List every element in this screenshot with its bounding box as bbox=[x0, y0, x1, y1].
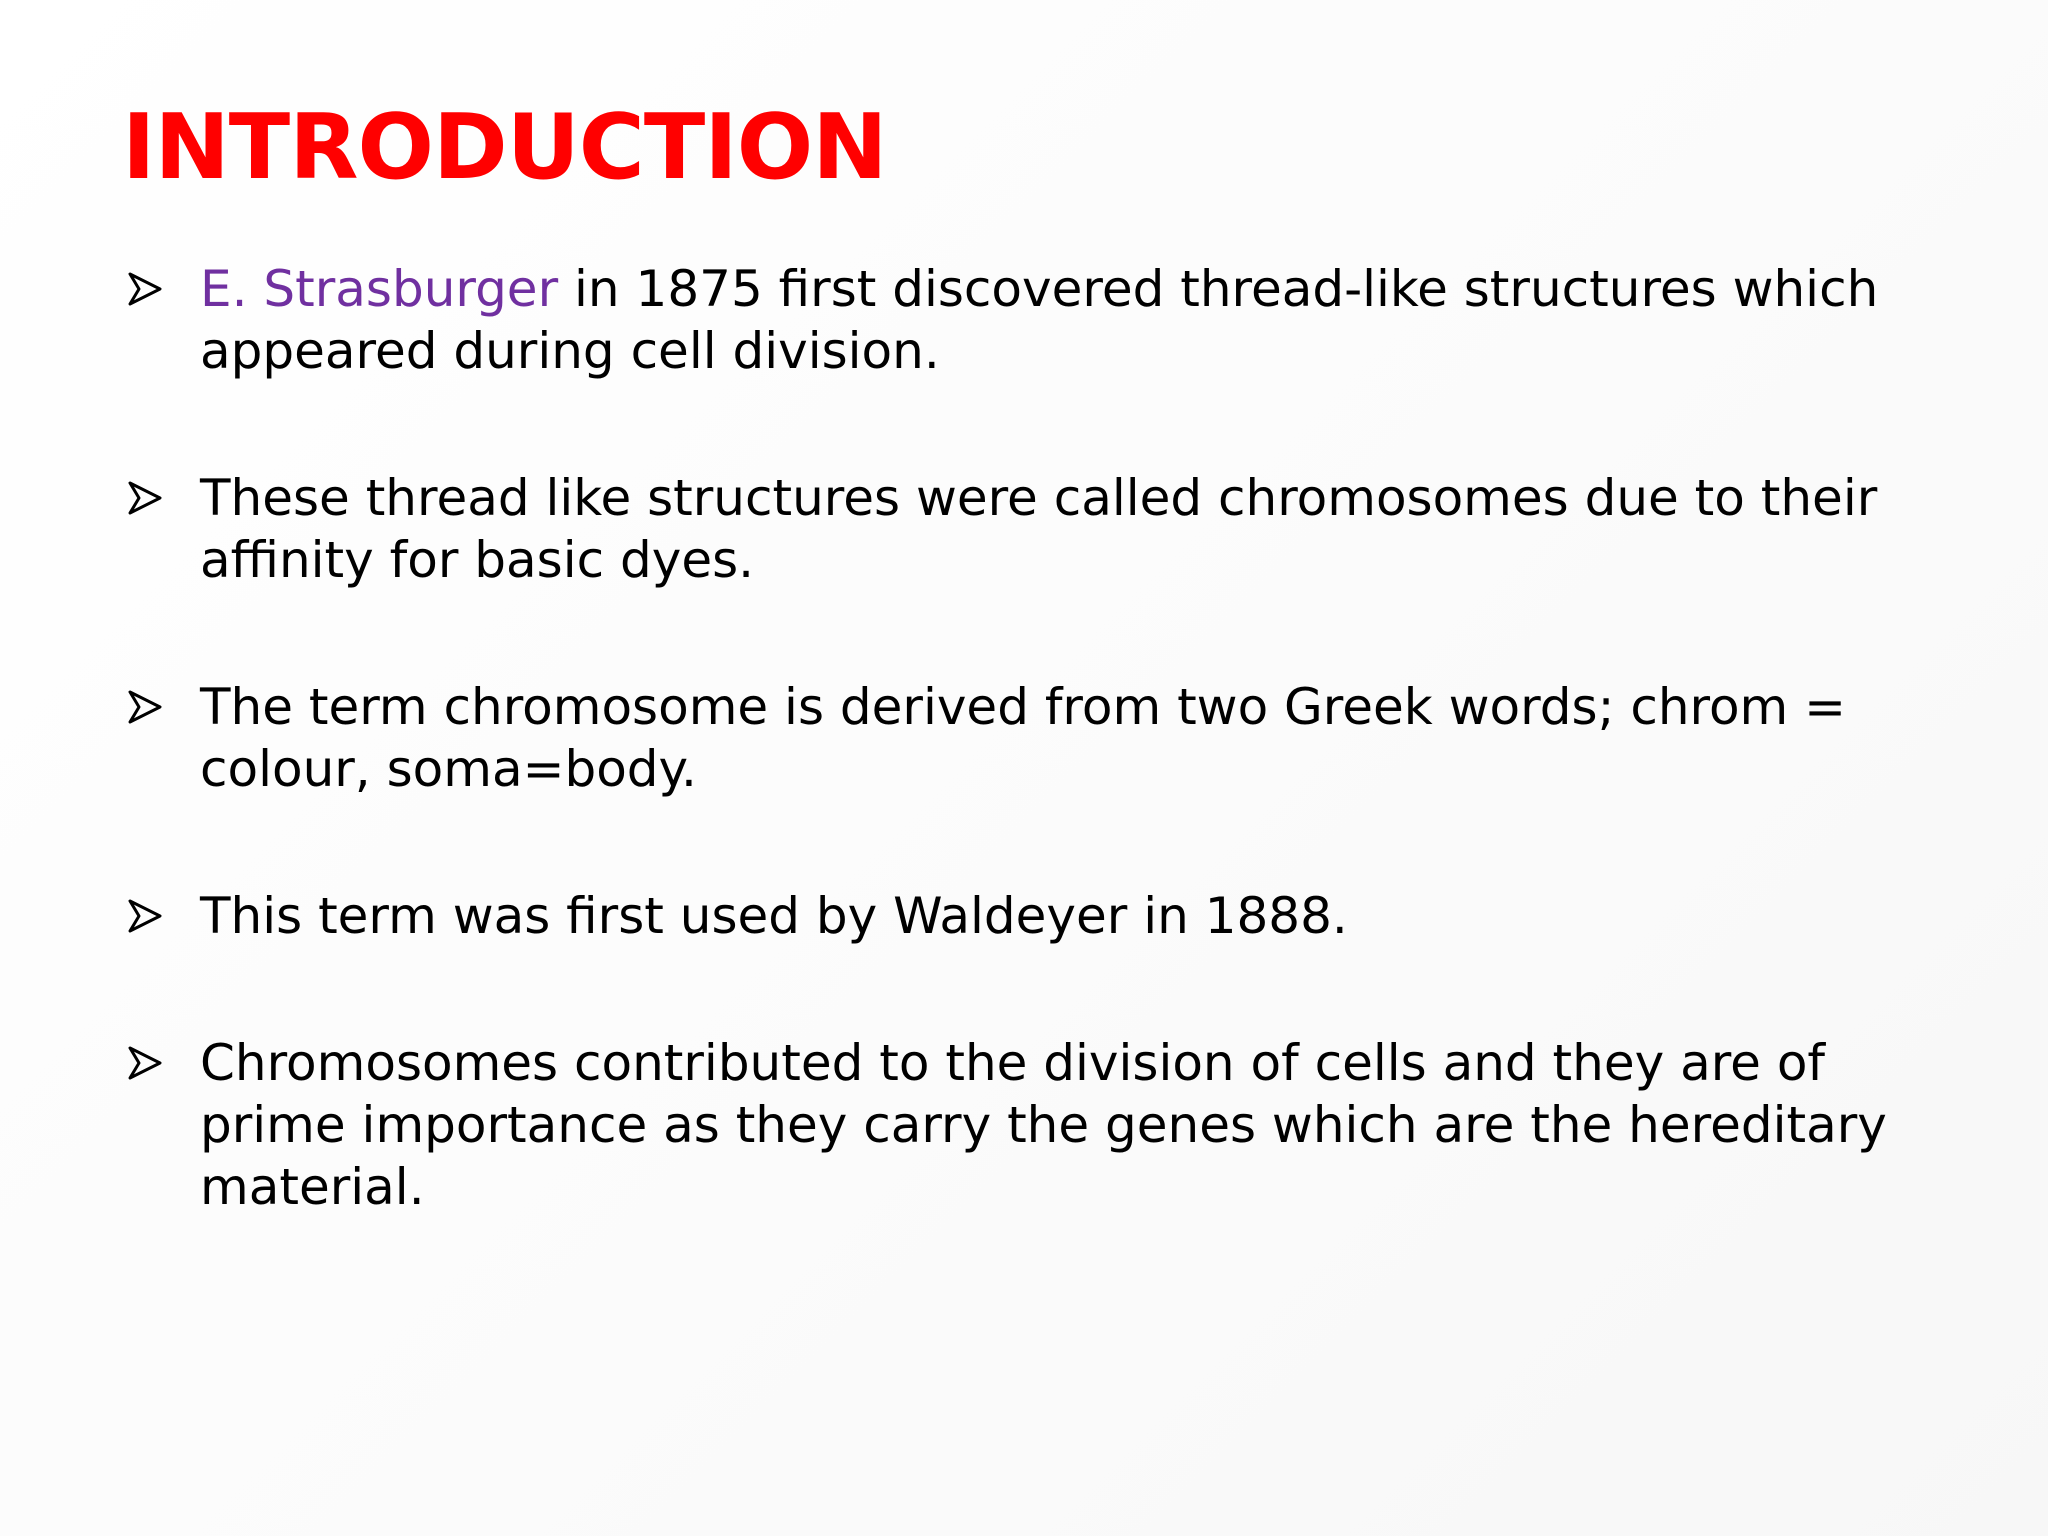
bullet-item bbox=[122, 1032, 1982, 1218]
bullet-text: in 1875 first discovered thread-like structures which appeared during cell division. bbox=[200, 260, 1879, 380]
bullet-item bbox=[122, 467, 1982, 591]
bullet-text: These thread like structures were called chromosomes due to their affinity for basic dyes. bbox=[200, 469, 1878, 589]
bullet-text: This term was first used by Waldeyer in 1888. bbox=[200, 887, 1348, 945]
bullet-highlight: E. Strasburger bbox=[200, 260, 559, 318]
bullet-item bbox=[122, 676, 1982, 800]
arrowhead-bullet-icon bbox=[127, 690, 163, 724]
bullet-item bbox=[122, 885, 1982, 947]
arrowhead-bullet-icon bbox=[127, 272, 163, 306]
slide-title: INTRODUCTION bbox=[122, 95, 887, 200]
bullet-item bbox=[122, 258, 1982, 382]
arrowhead-bullet-icon bbox=[127, 1046, 163, 1080]
bullet-text: The term chromosome is derived from two Greek words; chrom = colour, soma=body. bbox=[200, 678, 1847, 798]
arrowhead-bullet-icon bbox=[127, 899, 163, 933]
bullet-list bbox=[122, 258, 1982, 1303]
bullet-text: Chromosomes contributed to the division of cells and they are of prime importance as they carry the genes which are the hereditary material. bbox=[200, 1034, 1887, 1216]
arrowhead-bullet-icon bbox=[127, 481, 163, 515]
